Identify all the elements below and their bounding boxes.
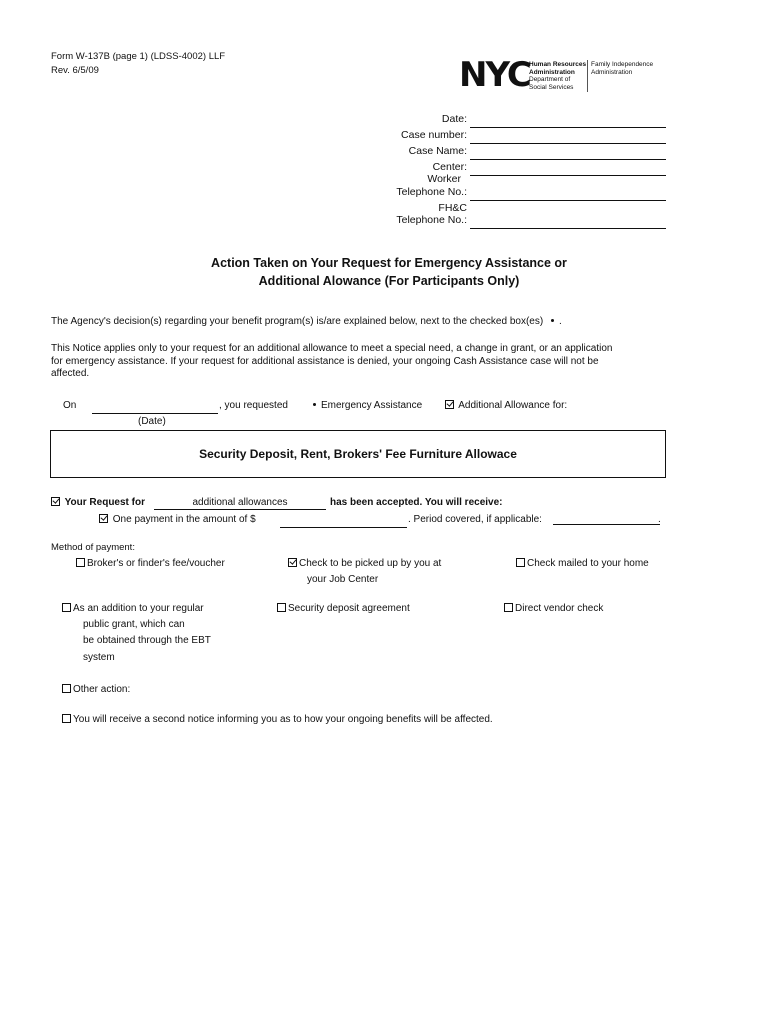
case-name-label: Case Name: [408, 145, 467, 157]
brokers-fee-label: Broker's or finder's fee/voucher [87, 558, 225, 569]
second-notice-option[interactable] [62, 714, 493, 726]
check-pickup-label-line2: your Job Center [307, 574, 379, 585]
payment-amount-field[interactable] [280, 527, 407, 528]
fia-name-line2: Administration [591, 68, 633, 76]
checkbox-unchecked[interactable] [504, 603, 513, 612]
date-field[interactable] [470, 127, 666, 128]
other-action-option[interactable] [62, 684, 130, 696]
checkbox-unchecked[interactable] [277, 603, 286, 612]
period-end: . [658, 514, 661, 525]
one-payment-label: One payment in the amount of $ [112, 514, 256, 525]
check-pickup-option[interactable] [288, 558, 441, 570]
request-accepted-line [51, 497, 145, 509]
additional-allowance-option[interactable] [445, 400, 567, 412]
fhc-telephone-field[interactable] [470, 228, 666, 229]
additional-allowance-label: Additional Allowance for: [458, 400, 568, 411]
form-revision: Rev. 6/5/09 [51, 65, 99, 76]
hra-name-line1: Human Resources [529, 61, 587, 68]
other-action-label: Other action: [73, 684, 131, 695]
check-pickup-label: Check to be picked up by you at [299, 558, 442, 569]
bullet-marker [313, 403, 316, 406]
check-mailed-option[interactable] [516, 558, 649, 570]
checkbox-checked[interactable] [51, 497, 60, 506]
request-type-field[interactable]: additional allowances [154, 497, 326, 510]
center-label: Center: [432, 161, 467, 173]
one-payment-option[interactable] [99, 514, 256, 526]
accepted-suffix: has been accepted. You will receive: [330, 497, 503, 508]
hra-name-line2: Administration [529, 68, 575, 76]
method-of-payment-label: Method of payment: [51, 542, 135, 553]
worker-label-line1: Worker [427, 173, 461, 185]
grant-addition-label: As an addition to your regular [73, 603, 204, 614]
checkbox-unchecked[interactable] [62, 603, 71, 612]
second-notice-label: You will receive a second notice informing you as to how your ongoing benefits will be affected. [73, 714, 493, 725]
worker-telephone-field[interactable] [470, 200, 666, 201]
grant-addition-line4: system [83, 652, 115, 663]
emergency-assistance-label: Emergency Assistance [321, 400, 423, 411]
emergency-assistance-option[interactable] [308, 400, 422, 412]
case-name-field[interactable] [470, 159, 666, 160]
period-covered-field[interactable] [553, 524, 660, 525]
bullet-marker [551, 319, 554, 322]
request-for-label: Your Request for [64, 497, 145, 508]
grant-addition-option[interactable] [62, 603, 204, 615]
brokers-fee-option[interactable] [76, 558, 225, 570]
grant-addition-line3: be obtained through the EBT [83, 635, 211, 646]
page-title-line1: Action Taken on Your Request for Emergency Assistance or [211, 256, 567, 270]
notice-scope-paragraph: This Notice applies only to your request for an additional allowance to meet a special need, a change in grant, or an application for emergency assistance. If your request for additional assistance is denied, your ongoing Cash Assistance case will not be affected. [51, 343, 613, 379]
check-mailed-label: Check mailed to your home [527, 558, 649, 569]
security-deposit-label: Security deposit agreement [288, 603, 410, 614]
worker-label-line2: Telephone No.: [396, 186, 467, 198]
dss-name-line2: Social Services [529, 83, 574, 91]
checkbox-unchecked[interactable] [76, 558, 85, 567]
page-title [55, 254, 723, 290]
checkbox-unchecked[interactable] [62, 684, 71, 693]
form-id: Form W-137B (page 1) (LDSS-4002) LLF [51, 51, 226, 62]
direct-vendor-option[interactable] [504, 603, 603, 615]
checkbox-unchecked[interactable] [516, 558, 525, 567]
decision-intro [51, 316, 631, 329]
form-header [51, 50, 225, 78]
security-deposit-option[interactable] [277, 603, 410, 615]
period-covered-label: . Period covered, if applicable: [408, 514, 542, 525]
checkbox-unchecked[interactable] [62, 714, 71, 723]
fhc-label-line2: Telephone No.: [396, 214, 467, 226]
checkbox-checked[interactable] [288, 558, 297, 567]
decision-intro-text: The Agency's decision(s) regarding your benefit program(s) is/are explained below, next to the checked box(es) [51, 316, 544, 327]
direct-vendor-label: Direct vendor check [515, 603, 604, 614]
decision-intro-period: . [558, 316, 562, 327]
allowance-detail-text: Security Deposit, Rent, Brokers' Fee Furniture Allowace [199, 447, 517, 461]
page-title-line2: Additional Alowance (For Participants Only) [258, 274, 520, 288]
date-caption: (Date) [138, 416, 166, 427]
dss-name-line1: Department of [529, 76, 571, 83]
you-requested-text: , you requested [219, 400, 288, 411]
checkbox-checked[interactable] [99, 514, 108, 523]
nyc-hra-logo [459, 55, 659, 98]
grant-addition-line2: public grant, which can [83, 619, 185, 630]
center-field[interactable] [470, 175, 666, 176]
case-number-label: Case number: [401, 129, 467, 141]
nyc-logo-text: NYC [459, 55, 530, 95]
request-date-field[interactable] [92, 413, 218, 414]
fia-name-line1: Family Independence [591, 61, 654, 68]
logo-divider [587, 60, 588, 92]
fhc-label-line1: FH&C [438, 202, 467, 214]
allowance-detail-box [50, 430, 666, 478]
case-number-field[interactable] [470, 143, 666, 144]
on-label: On [63, 400, 77, 411]
date-label: Date: [441, 113, 467, 125]
checkbox-checked[interactable] [445, 400, 454, 409]
